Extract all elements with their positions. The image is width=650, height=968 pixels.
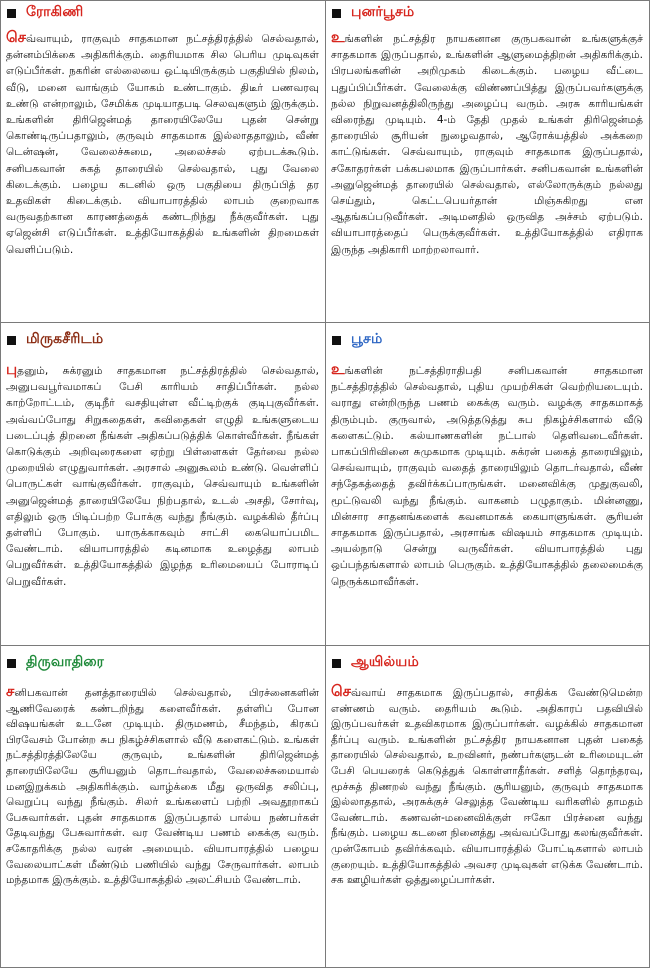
section-body [1, 680, 325, 889]
section-body [326, 680, 649, 889]
bullet-square-icon [7, 659, 16, 668]
section-body [326, 357, 649, 590]
paragraph-text: வ்வாய் சாதகமாக இருப்பதால், சாதிக்க வேண்டுமென்ற எண்ணம் வரும். தைரியம் கூடும். அதிகாரப் பதவியில் இருப்பவர்கள் உதவிகரமாக இருப்பார்கள். வழக்கில் சாதகமான தீர்ப்பு வரும். உங்களின் நட்சத்திர நாயகனான புதன் பகைத் தாரையில் செல்வதால், உறவினர், நண்பர்களுடன் உரிமையுடன் பேசி பெயரைக் கெடுத்துக் கொள்ளாதீர்கள். சளித் தொந்தரவு, மூச்சுத் திணறல் வந்து நீங்கும். சூரியனும், குருவும் சாதகமாக இல்லாததால், அரசுக்குச் செலுத்த வேண்டிய வரிகளில் தாமதம் வேண்டாம். கணவன்-மனைவிக்குள் ஈகோ பிரச்னை வந்து நீங்கும். பழைய கடனை நினைத்து அவ்வப்போது கலங்குவீர்கள். முன்கோபம் தவிர்க்கவும். வியாபாரத்தில் போட்டிகளால் லாபம் குறையும். உத்தியோகத்தில் அவசர முடிவுகள் எடுக்க வேண்டாம். சக ஊழியர்கள் ஒத்துழைப்பார்கள். [331, 687, 643, 887]
section-poosam [325, 322, 650, 646]
drop-cap: செ [6, 28, 26, 46]
section-header [1, 1, 325, 25]
paragraph-text: வ்வாயும், ராகுவும் சாதகமான நட்சத்திரத்தில் செல்வதால், தன்னம்பிக்கை அதிகரிக்கும். தைரியமாக சில பெரிய முடிவுகள் எடுப்பீர்கள். நகரின் எல்லையை ஒட்டியிருக்கும் பகுதியில் நிலம், வீடு, மனை வாங்கும் யோகம் உண்டாகும். திடீர் பணவரவு உண்டு என்றாலும், சேமிக்க முடியாதபடி செலவுகளும் இருக்கும். உங்களின் திரிஜென்மத் தாரையிலேயே புதன் சென்று கொண்டிருப்பதாலும், குருவும் சாதகமாக இல்லாததாலும், வீண் டென்ஷன், வேலைச்சுமை, அலைச்சல் ஏற்படக்கூடும். சனிபகவான் சுகத் தாரையில் செல்வதால், புது வேலை கிடைக்கும். பழைய கடனில் ஒரு பகுதியை திருப்பித் தர உதவிகள் கிடைக்கும். வியாபாரத்தில் லாபம் குறைவாக வருவதற்கான காரணத்தைக் கண்டறிந்து நீக்குவீர்கள். புது ஏஜென்சி எடுப்பீர்கள். உத்தியோகத்தில் உங்களின் திறமைகள் வெளிப்படும். [6, 33, 319, 256]
section-header [326, 1, 649, 25]
bullet-square-icon [332, 336, 341, 345]
section-title: திருவாதிரை [26, 654, 105, 670]
section-title: மிருகசீரிடம் [26, 331, 104, 347]
section-ayilyam [325, 645, 650, 968]
section-rohini [0, 0, 326, 323]
section-mirugaseeridam [0, 322, 326, 646]
section-body [326, 25, 649, 258]
section-punarpoosam [325, 0, 650, 323]
section-title: புனர்பூசம் [351, 4, 415, 20]
section-title: ரோகிணி [26, 4, 84, 20]
drop-cap: செ [331, 682, 351, 700]
paragraph-text: ங்களின் நட்சத்திராதிபதி சனிபகவான் சாதகமான நட்சத்திரத்தில் செல்வதால், புதிய முயற்சிகள் வெற்றியடையும். வராது என்றிருந்த பணம் கைக்கு வரும். வழக்கு சாதகமாகத் திரும்பும். குருவால், அடுத்தடுத்து சுப நிகழ்ச்சிகளால் வீடு களைகட்டும். கல்யாணகளின் நட்பால் தெளிவடைவீர்கள். பாகப்பிரிவினை சுமுகமாக முடியும். சுக்ரன் பகைத் தாரையிலும், செவ்வாயும், ராகுவும் வதைத் தாரையிலும் தொடர்வதால், வீண் சந்தேகத்தைத் தவிர்க்கப்பாருங்கள். மனைவிக்கு முதுகுவலி, மூட்டுவலி வந்து நீங்கும். வாகனம் பழுதாகும். மின்னணு, மின்சார சாதனங்களைக் கவனமாகக் கையாளுங்கள். சூரியன் சாதகமாக இருப்பதால், அரசாங்க விஷயம் சாதகமாக முடியும். அயல்நாடு சென்று வருவீர்கள். வியாபாரத்தில் புது ஒப்பந்தங்களால் லாபம் பெருகும். உத்தியோகத்தில் தலைமைக்கு நெருக்கமாவீர்கள். [331, 365, 643, 588]
bullet-square-icon [7, 9, 16, 18]
section-header [326, 323, 649, 357]
section-header [326, 646, 649, 680]
section-title: ஆயில்யம் [351, 654, 419, 670]
section-body [1, 357, 325, 590]
section-thiruvathirai [0, 645, 326, 968]
bullet-square-icon [332, 9, 341, 18]
bullet-square-icon [332, 659, 341, 668]
paragraph-text: ங்களின் நட்சத்திர நாயகனான குருபகவான் உங்களுக்குச் சாதகமாக இருப்பதால், உங்களின் ஆளுமைத்திறன் அதிகரிக்கும். பிரபலங்களின் அறிமுகம் கிடைக்கும். பழைய வீட்டை புதுப்பிப்பீர்கள். வேலைக்கு விண்ணப்பித்து இருப்பவர்களுக்கு நல்ல நிறுவனத்திலிருந்து அழைப்பு வரும். அரசு காரியங்கள் விரைந்து முடியும். 4-ம் தேதி முதல் உங்கள் திரிஜென்மத் தாரையில் சூரியன் நுழைவதால், ஆரோக்யத்தில் அக்கறை காட்டுங்கள். செவ்வாயும், ராகுவும் சாதகமாக இருப்பதால், சகோதரர்கள் பக்கபலமாக இருப்பார்கள். சனிபகவான் உங்களின் அனுஜென்மத் தாரையில் செல்வதால், எல்லோருக்கும் நல்லது செய்தும், கெட்டபெயர்தான் மிஞ்சுகிறது என ஆதங்கப்படுவீர்கள். அடிமனதில் ஒருவித அச்சம் ஏற்படும். வியாபாரத்தைப் பெருக்குவீர்கள். உத்தியோகத்தில் எதிராக இருந்த அதிகாரி மாற்றலாவார். [331, 33, 643, 256]
section-header [1, 646, 325, 680]
paragraph-text: தனும், சுக்ரனும் சாதகமான நட்சத்திரத்தில் செல்வதால், அனுபவபூர்வமாகப் பேசி காரியம் சாதிப்பீர்கள். நல்ல காற்றோட்டம், குடிநீர் வசதியுள்ள வீட்டிற்குக் குடிபுகுவீர்கள். அவ்வப்போது சிறுகதைகள், கவிதைகள் எழுதி உங்களுடைய படைப்புத் திறனை நீங்கள் அதிகப்படுத்திக் கொள்வீர்கள். நீங்கள் கொடுக்கும் அறிவுரைகளை ஏற்று பிள்ளைகள் தேர்வை நல்ல முறையில் எழுதுவார்கள். அரசால் அனுகூலம் உண்டு. வெள்ளிப் பொருட்கள் வாங்குவீர்கள். ராகுவும், செவ்வாயும் உங்களின் அனுஜென்மத் தாரையிலேயே நிற்பதால், உடல் அசதி, சோர்வு, எதிலும் ஒரு பிடிப்பற்ற போக்கு வந்து நீங்கும். வழக்கில் தீர்ப்பு தள்ளிப் போகும். யாருக்காகவும் சாட்சி கையொப்பமிட வேண்டாம். வியாபாரத்தில் கடினமாக உழைத்து லாபம் பெறுவீர்கள். உத்தியோகத்தில் இழந்த உரிமையைப் போராடிப் பெறுவீர்கள். [6, 365, 319, 588]
section-body [1, 25, 325, 258]
drop-cap: ச [6, 682, 15, 700]
section-header [1, 323, 325, 357]
drop-cap: பு [6, 360, 18, 378]
paragraph-text: னிபகவான் தனத்தாரையில் செல்வதால், பிரச்னைகளின் ஆணிவேரைக் கண்டறிந்து களைவீர்கள். தள்ளிப் போன விஷயங்கள் உடனே முடியும். திருமணம், சீமந்தம், கிரகப் பிரவேசம் போன்ற சுப நிகழ்ச்சிகளால் வீடு களைகட்டும். உங்கள் நட்சத்திரத்திலேயே குருவும், உங்களின் திரிஜென்மத் தாரையிலேயே சூரியனும் தொடர்வதால், வேலைச்சுமையால் மனஇறுக்கம் அதிகரிக்கும். வாழ்க்கை மீது ஒருவித சலிப்பு, வெறுப்பு வந்து நீங்கும். சிலர் உங்களைப் பற்றி அவதூறாகப் பேசுவார்கள். புதன் சாதகமாக இருப்பதால் பால்ய நண்பர்கள் தேடிவந்து பேசுவார்கள். வர வேண்டிய பணம் கைக்கு வரும். சகோதரிக்கு நல்ல வரன் அமையும். வியாபாரத்தில் பழைய வேலையாட்கள் மீண்டும் பணியில் வந்து சேருவார்கள். லாபம் மந்தமாக இருக்கும். உத்தியோகத்தில் அலட்சியம் வேண்டாம். [6, 687, 319, 887]
drop-cap: உ [331, 360, 345, 378]
section-title: பூசம் [351, 331, 383, 347]
drop-cap: உ [331, 28, 345, 46]
bullet-square-icon [7, 336, 16, 345]
